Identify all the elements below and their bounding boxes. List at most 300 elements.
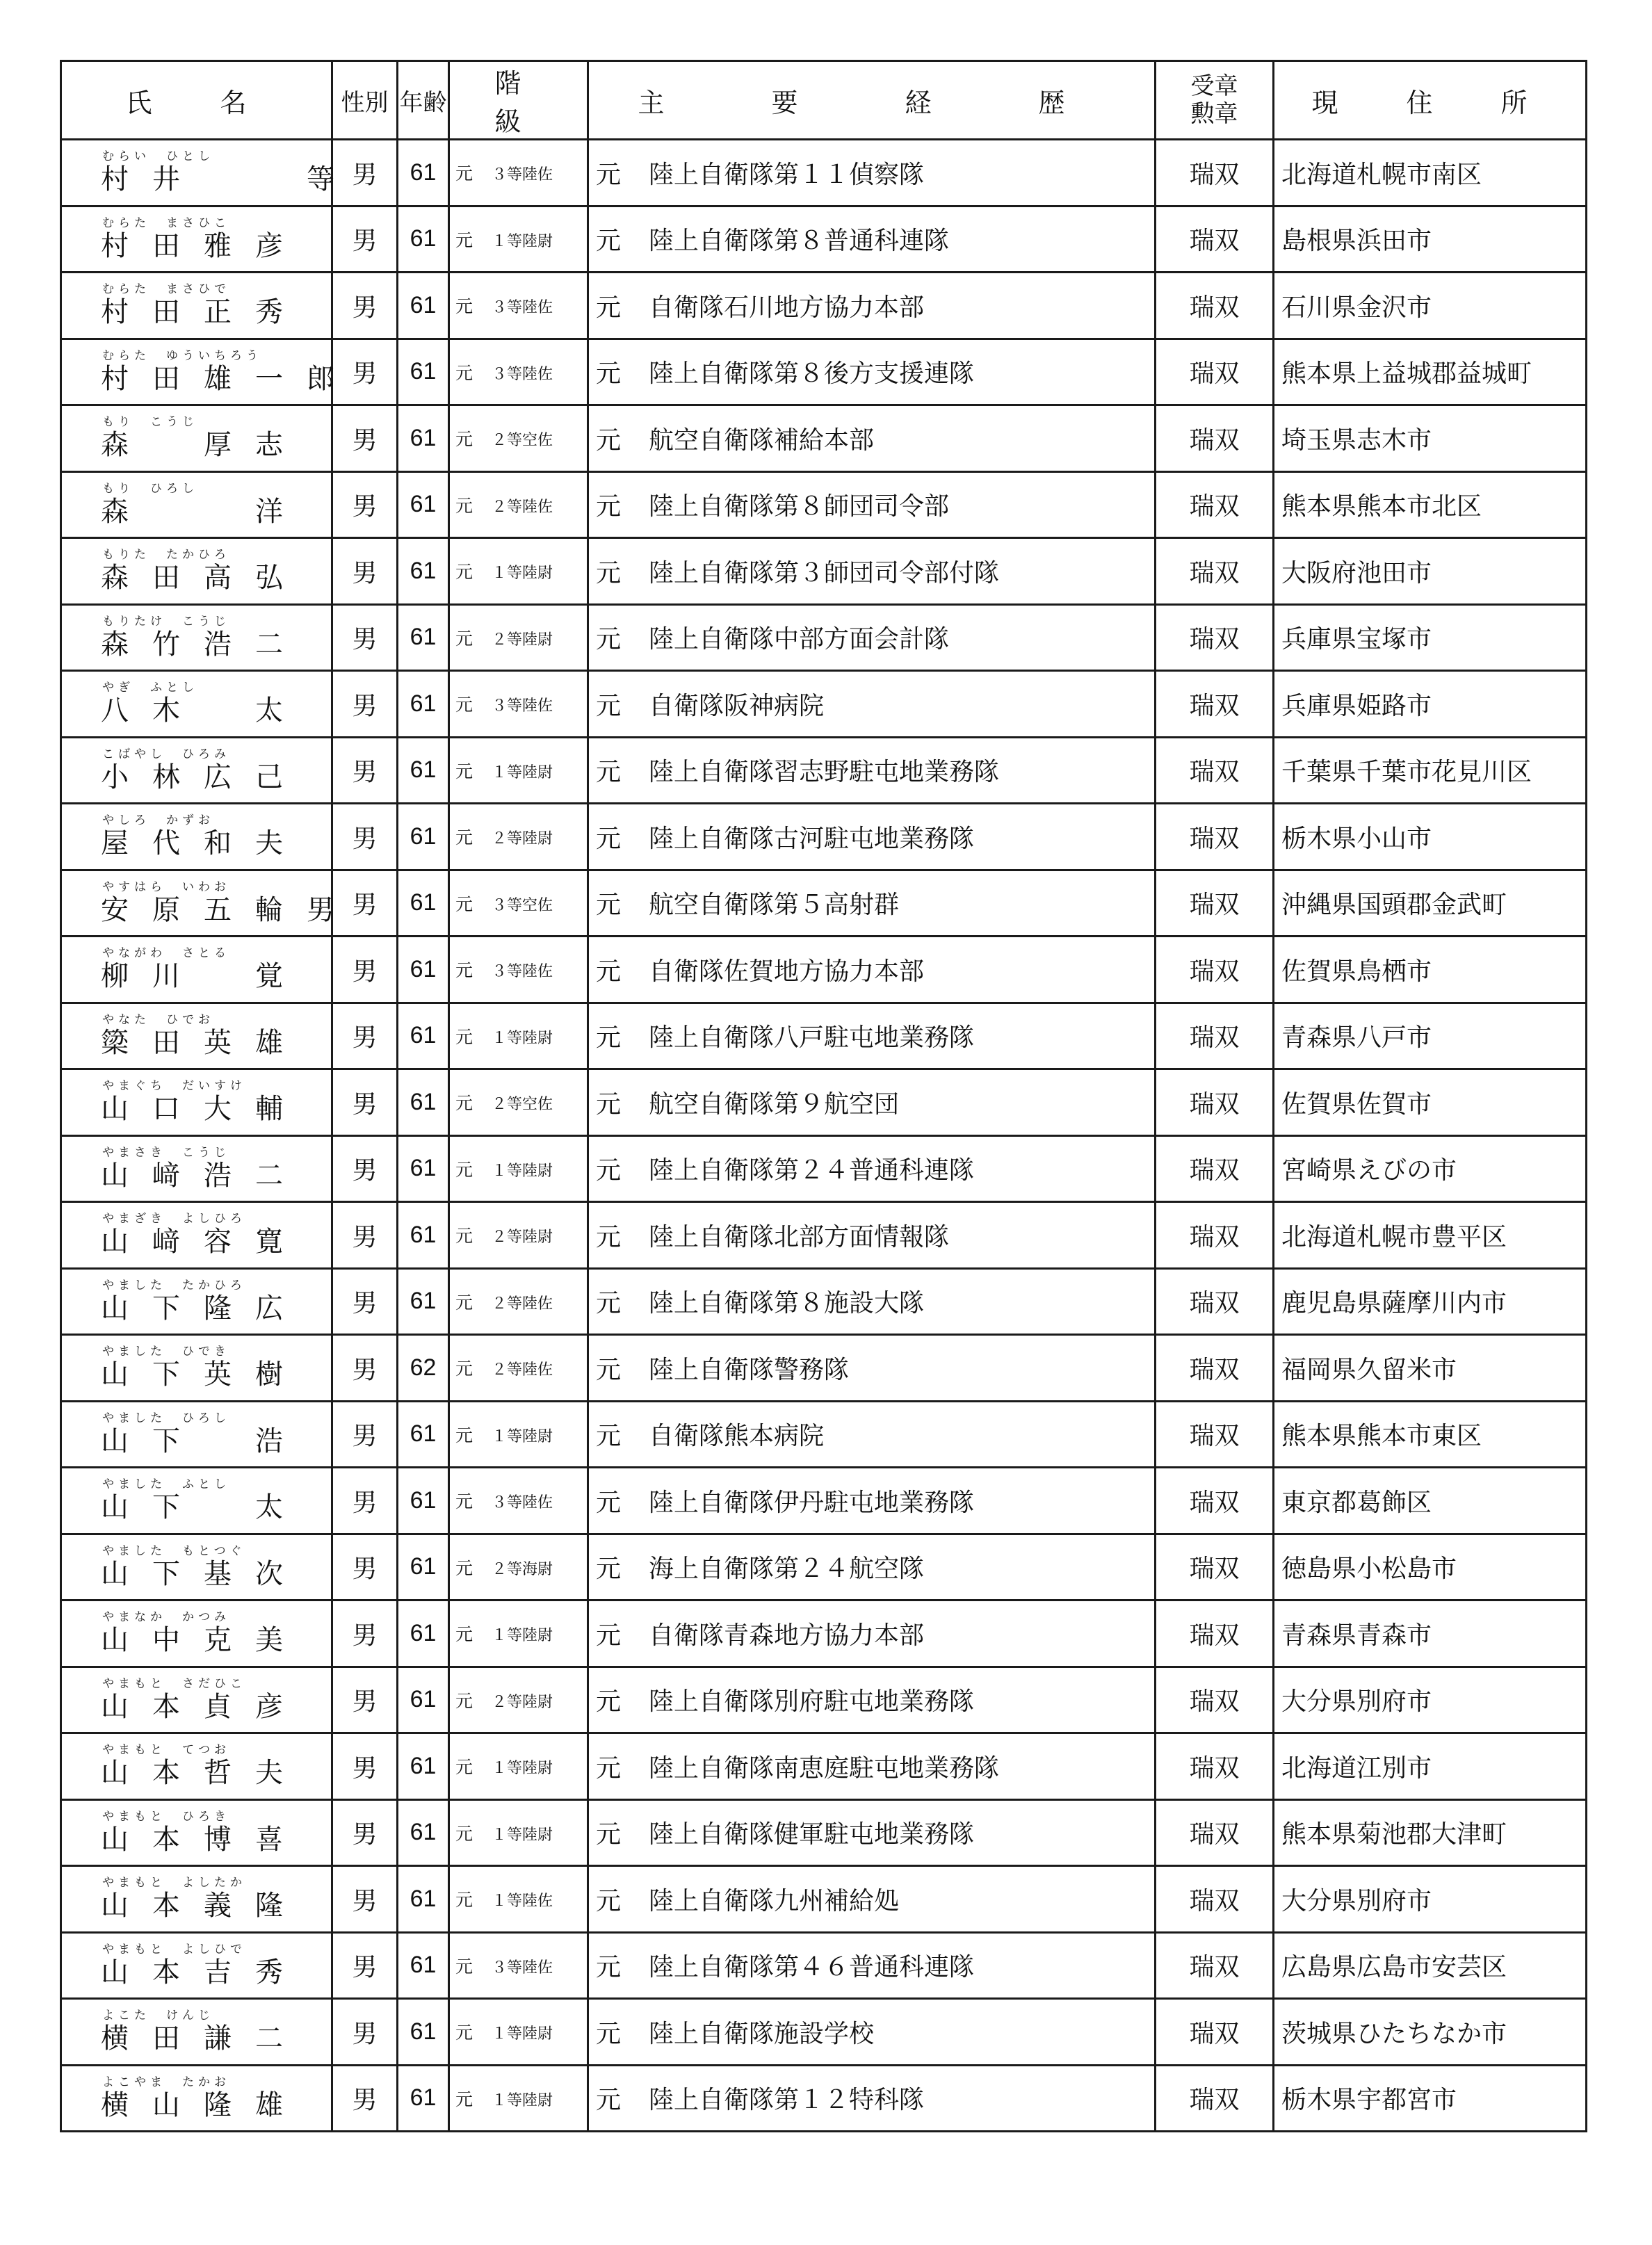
address-cell: 北海道札幌市豊平区 <box>1274 1202 1587 1269</box>
career-prefix: 元 <box>596 625 622 654</box>
rank-prefix: 元 <box>455 695 473 715</box>
header-career: 主 要 経 歴 <box>588 61 1156 140</box>
table-row <box>61 1401 1587 1468</box>
table-row <box>61 471 1587 538</box>
award-cell: 瑞双 <box>1156 1069 1274 1136</box>
award-cell: 瑞双 <box>1156 937 1274 1003</box>
award-cell: 瑞双 <box>1156 405 1274 472</box>
name-cell <box>61 1667 332 1733</box>
address-cell: 島根県浜田市 <box>1274 206 1587 273</box>
table-row <box>61 1999 1587 2066</box>
name-kanji: 柳川 覚 <box>101 960 307 993</box>
header-award-line2: 勲章 <box>1190 100 1238 128</box>
name-cell <box>61 273 332 339</box>
rank-value: ３等陸佐 <box>492 365 553 383</box>
address-cell: 茨城県ひたちなか市 <box>1274 1999 1587 2066</box>
address-cell: 佐賀県佐賀市 <box>1274 1069 1587 1136</box>
rank-value: ３等空佐 <box>492 896 553 914</box>
rank-prefix: 元 <box>455 827 473 848</box>
rank-value: ２等陸尉 <box>492 631 553 649</box>
name-kanji: 横山隆雄 <box>101 2089 307 2121</box>
sex-cell: 男 <box>332 1999 398 2066</box>
rank-prefix: 元 <box>455 1159 473 1180</box>
name-furigana: やました ひろし <box>102 1411 230 1425</box>
award-cell: 瑞双 <box>1156 1600 1274 1667</box>
rank-prefix: 元 <box>455 1292 473 1313</box>
rank-prefix: 元 <box>455 562 473 583</box>
rank-prefix: 元 <box>455 1757 473 1778</box>
sex-cell: 男 <box>332 1667 398 1733</box>
career-value: 海上自衛隊第２４航空隊 <box>649 1555 925 1584</box>
age-cell: 61 <box>398 1202 449 1269</box>
award-cell: 瑞双 <box>1156 804 1274 870</box>
table-row <box>61 2065 1587 2132</box>
career-cell <box>588 1866 1156 1933</box>
sex-cell: 男 <box>332 339 398 405</box>
career-value: 陸上自衛隊第４６普通科連隊 <box>649 1953 975 1982</box>
award-cell: 瑞双 <box>1156 2065 1274 2132</box>
header-address: 現 住 所 <box>1274 61 1587 140</box>
name-cell <box>61 1932 332 1999</box>
name-furigana: やました もとつぐ <box>102 1543 246 1558</box>
sex-cell: 男 <box>332 870 398 937</box>
awardee-table <box>60 60 1587 2132</box>
name-kanji: 屋代和夫 <box>101 827 307 860</box>
sex-cell: 男 <box>332 737 398 804</box>
award-cell: 瑞双 <box>1156 1401 1274 1468</box>
table-row <box>61 1003 1587 1069</box>
table-row <box>61 339 1587 405</box>
name-furigana: やました ひでき <box>102 1345 230 1359</box>
rank-prefix: 元 <box>455 2023 473 2043</box>
age-cell: 61 <box>398 471 449 538</box>
age-cell: 61 <box>398 1534 449 1600</box>
career-value: 自衛隊石川地方協力本部 <box>649 293 925 322</box>
name-furigana: やました たかひろ <box>102 1278 246 1292</box>
sex-cell: 男 <box>332 1135 398 1202</box>
rank-cell <box>449 804 588 870</box>
career-cell <box>588 206 1156 273</box>
name-furigana: やながわ さとる <box>102 946 230 961</box>
name-furigana: むらた まさひで <box>102 282 230 297</box>
rank-prefix: 元 <box>455 1093 473 1114</box>
name-kanji: 森 厚志 <box>101 429 307 462</box>
rank-cell <box>449 538 588 605</box>
rank-cell <box>449 2065 588 2132</box>
age-cell: 61 <box>398 870 449 937</box>
career-value: 陸上自衛隊北部方面情報隊 <box>649 1222 950 1251</box>
rank-value: ３等陸佐 <box>492 299 553 317</box>
name-furigana: やまざき よしひろ <box>102 1212 246 1226</box>
name-furigana: むらた まさひこ <box>102 216 230 230</box>
sex-cell: 男 <box>332 1003 398 1069</box>
rank-cell <box>449 206 588 273</box>
name-cell <box>61 538 332 605</box>
name-kanji: 山本博喜 <box>101 1823 307 1856</box>
sex-cell: 男 <box>332 1534 398 1600</box>
name-furigana: やまもと よしひで <box>102 1942 246 1956</box>
table-row <box>61 1667 1587 1733</box>
career-value: 陸上自衛隊第１１偵察隊 <box>649 160 925 189</box>
career-prefix: 元 <box>596 1953 622 1982</box>
rank-cell <box>449 1268 588 1335</box>
rank-value: １等陸尉 <box>492 2091 553 2109</box>
rank-prefix: 元 <box>455 163 473 184</box>
sex-cell: 男 <box>332 1866 398 1933</box>
rank-prefix: 元 <box>455 1823 473 1844</box>
rank-cell <box>449 273 588 339</box>
address-cell: 徳島県小松島市 <box>1274 1534 1587 1600</box>
sex-cell: 男 <box>332 671 398 738</box>
name-kanji: 森田高弘 <box>101 562 307 594</box>
award-cell: 瑞双 <box>1156 1866 1274 1933</box>
career-value: 陸上自衛隊健軍駐屯地業務隊 <box>649 1820 975 1849</box>
age-cell: 61 <box>398 405 449 472</box>
address-cell: 栃木県小山市 <box>1274 804 1587 870</box>
sex-cell: 男 <box>332 538 398 605</box>
name-kanji: 山下 太 <box>101 1491 307 1524</box>
rank-cell <box>449 339 588 405</box>
sex-cell: 男 <box>332 937 398 1003</box>
rank-value: ２等陸尉 <box>492 1693 553 1711</box>
award-cell: 瑞双 <box>1156 604 1274 671</box>
career-cell <box>588 870 1156 937</box>
rank-value: １等陸尉 <box>492 1029 553 1047</box>
address-cell: 北海道江別市 <box>1274 1733 1587 1800</box>
name-furigana: よこやま たかお <box>102 2075 230 2089</box>
name-furigana: やまもと てつお <box>102 1743 230 1758</box>
name-kanji: 山本吉秀 <box>101 1956 307 1988</box>
age-cell: 61 <box>398 140 449 206</box>
address-cell: 千葉県千葉市花見川区 <box>1274 737 1587 804</box>
address-cell: 栃木県宇都宮市 <box>1274 2065 1587 2132</box>
table-row <box>61 1268 1587 1335</box>
career-prefix: 元 <box>596 160 622 189</box>
age-cell: 61 <box>398 1799 449 1866</box>
table-row <box>61 405 1587 472</box>
name-furigana: やまもと よしたか <box>102 1876 246 1890</box>
career-prefix: 元 <box>596 293 622 322</box>
address-cell: 佐賀県鳥栖市 <box>1274 937 1587 1003</box>
age-cell: 61 <box>398 604 449 671</box>
table-row <box>61 1335 1587 1402</box>
age-cell: 61 <box>398 1268 449 1335</box>
age-cell: 61 <box>398 1866 449 1933</box>
award-cell: 瑞双 <box>1156 1667 1274 1733</box>
name-kanji: 山下基次 <box>101 1557 307 1590</box>
sex-cell: 男 <box>332 471 398 538</box>
rank-prefix: 元 <box>455 296 473 317</box>
career-value: 陸上自衛隊古河駐屯地業務隊 <box>649 824 975 853</box>
table-row <box>61 804 1587 870</box>
rank-prefix: 元 <box>455 1956 473 1977</box>
name-kanji: 村田正秀 <box>101 296 307 329</box>
age-cell: 61 <box>398 737 449 804</box>
career-prefix: 元 <box>596 891 622 920</box>
award-cell: 瑞双 <box>1156 1799 1274 1866</box>
rank-cell <box>449 937 588 1003</box>
name-kanji: 村田雄一郎 <box>101 362 358 395</box>
career-value: 自衛隊熊本病院 <box>649 1422 825 1451</box>
name-cell <box>61 140 358 206</box>
age-cell: 61 <box>398 804 449 870</box>
career-cell <box>588 140 1156 206</box>
career-cell <box>588 2065 1156 2132</box>
name-kanji: 山下英樹 <box>101 1359 307 1391</box>
name-cell <box>61 339 358 405</box>
name-kanji: 森 洋 <box>101 495 307 528</box>
rank-prefix: 元 <box>455 1425 473 1445</box>
career-prefix: 元 <box>596 691 622 720</box>
career-cell <box>588 1268 1156 1335</box>
rank-cell <box>449 1335 588 1402</box>
name-furigana: やしろ かずお <box>102 813 214 828</box>
header-award <box>1156 61 1274 140</box>
name-furigana: もりたけ こうじ <box>102 614 230 629</box>
career-value: 陸上自衛隊南恵庭駐屯地業務隊 <box>649 1753 1000 1783</box>
name-cell <box>61 1401 332 1468</box>
rank-value: １等陸佐 <box>492 1893 553 1911</box>
rank-value: １等陸尉 <box>492 565 553 583</box>
sex-cell: 男 <box>332 1401 398 1468</box>
address-cell: 大分県別府市 <box>1274 1667 1587 1733</box>
rank-value: １等陸尉 <box>492 1427 553 1445</box>
rank-value: ３等陸佐 <box>492 697 553 715</box>
rank-value: ３等陸佐 <box>492 963 553 981</box>
career-value: 陸上自衛隊別府駐屯地業務隊 <box>649 1687 975 1717</box>
address-cell: 沖縄県国頭郡金武町 <box>1274 870 1587 937</box>
name-kanji: 村井 等 <box>101 163 358 196</box>
name-furigana: やまさき こうじ <box>102 1145 230 1160</box>
career-cell <box>588 1135 1156 1202</box>
table-row <box>61 737 1587 804</box>
career-cell <box>588 1534 1156 1600</box>
name-furigana: やぎ ふとし <box>102 681 198 695</box>
rank-prefix: 元 <box>455 1491 473 1512</box>
career-prefix: 元 <box>596 2086 622 2115</box>
rank-prefix: 元 <box>455 960 473 981</box>
rank-prefix: 元 <box>455 229 473 250</box>
table-row <box>61 538 1587 605</box>
rank-prefix: 元 <box>455 1624 473 1645</box>
sex-cell: 男 <box>332 604 398 671</box>
name-furigana: むらた ゆういちろう <box>102 348 262 363</box>
table-header <box>61 61 1587 140</box>
award-cell: 瑞双 <box>1156 1202 1274 1269</box>
age-cell: 61 <box>398 1667 449 1733</box>
sex-cell: 男 <box>332 140 398 206</box>
sex-cell: 男 <box>332 273 398 339</box>
rank-value: １等陸尉 <box>492 1760 553 1778</box>
age-cell: 61 <box>398 273 449 339</box>
address-cell: 兵庫県宝塚市 <box>1274 604 1587 671</box>
career-prefix: 元 <box>596 426 622 455</box>
rank-value: １等陸尉 <box>492 2025 553 2043</box>
sex-cell: 男 <box>332 1335 398 1402</box>
award-cell: 瑞双 <box>1156 1468 1274 1534</box>
career-value: 自衛隊佐賀地方協力本部 <box>649 957 925 986</box>
age-cell: 61 <box>398 1401 449 1468</box>
age-cell: 61 <box>398 1468 449 1534</box>
table-row <box>61 1534 1587 1600</box>
career-cell <box>588 737 1156 804</box>
name-cell <box>61 1069 332 1136</box>
table-row <box>61 1733 1587 1800</box>
name-cell <box>61 604 332 671</box>
name-cell <box>61 405 332 472</box>
name-cell <box>61 1468 332 1534</box>
name-cell <box>61 804 332 870</box>
age-cell: 61 <box>398 1069 449 1136</box>
career-cell <box>588 1069 1156 1136</box>
address-cell: 熊本県熊本市東区 <box>1274 1401 1587 1468</box>
rank-cell <box>449 1534 588 1600</box>
career-value: 陸上自衛隊第１２特科隊 <box>649 2086 925 2115</box>
age-cell: 61 <box>398 671 449 738</box>
table-row <box>61 1069 1587 1136</box>
name-kanji: 山本貞彦 <box>101 1690 307 1723</box>
award-cell: 瑞双 <box>1156 1999 1274 2066</box>
name-cell <box>61 1135 332 1202</box>
career-cell <box>588 1468 1156 1534</box>
career-value: 陸上自衛隊第２４普通科連隊 <box>649 1156 975 1185</box>
rank-cell <box>449 1468 588 1534</box>
rank-value: ２等陸尉 <box>492 1229 553 1247</box>
rank-value: ２等空佐 <box>492 1096 553 1114</box>
header-name: 氏 名 <box>61 61 332 140</box>
address-cell: 青森県八戸市 <box>1274 1003 1587 1069</box>
name-kanji: 森竹浩二 <box>101 628 307 660</box>
name-cell <box>61 1534 332 1600</box>
rank-cell <box>449 140 588 206</box>
rank-value: １等陸尉 <box>492 232 553 250</box>
age-cell: 61 <box>398 1135 449 1202</box>
age-cell: 61 <box>398 937 449 1003</box>
sex-cell: 男 <box>332 1268 398 1335</box>
name-furigana: よこた けんじ <box>102 2009 214 2023</box>
career-cell <box>588 538 1156 605</box>
name-cell <box>61 671 332 738</box>
career-cell <box>588 1401 1156 1468</box>
career-prefix: 元 <box>596 1023 622 1053</box>
age-cell: 61 <box>398 1600 449 1667</box>
address-cell: 北海道札幌市南区 <box>1274 140 1587 206</box>
rank-value: ３等陸佐 <box>492 1959 553 1977</box>
career-prefix: 元 <box>596 1687 622 1717</box>
rank-value: １等陸尉 <box>492 1826 553 1844</box>
career-cell <box>588 405 1156 472</box>
award-cell: 瑞双 <box>1156 1135 1274 1202</box>
name-kanji: 山口大輔 <box>101 1093 307 1126</box>
address-cell: 熊本県菊池郡大津町 <box>1274 1799 1587 1866</box>
address-cell: 福岡県久留米市 <box>1274 1335 1587 1402</box>
career-prefix: 元 <box>596 1422 622 1451</box>
name-kanji: 八木 太 <box>101 695 307 727</box>
career-value: 航空自衛隊第９航空団 <box>649 1089 900 1119</box>
rank-prefix: 元 <box>455 761 473 781</box>
age-cell: 61 <box>398 538 449 605</box>
sex-cell: 男 <box>332 206 398 273</box>
rank-cell <box>449 1866 588 1933</box>
rank-value: ２等陸佐 <box>492 1295 553 1313</box>
career-value: 自衛隊阪神病院 <box>649 691 825 720</box>
career-cell <box>588 1799 1156 1866</box>
table-row <box>61 1600 1587 1667</box>
table-body <box>61 140 1587 2132</box>
career-value: 陸上自衛隊習志野駐屯地業務隊 <box>649 758 1000 787</box>
rank-cell <box>449 1401 588 1468</box>
rank-value: １等陸尉 <box>492 1162 553 1180</box>
career-prefix: 元 <box>596 1886 622 1915</box>
name-kanji: 山﨑浩二 <box>101 1159 307 1192</box>
rank-value: ３等陸佐 <box>492 1494 553 1512</box>
rank-prefix: 元 <box>455 893 473 914</box>
name-cell <box>61 1268 332 1335</box>
address-cell: 宮崎県えびの市 <box>1274 1135 1587 1202</box>
career-value: 陸上自衛隊第８後方支援連隊 <box>649 359 975 389</box>
name-cell <box>61 1733 332 1800</box>
career-prefix: 元 <box>596 1555 622 1584</box>
sex-cell: 男 <box>332 1202 398 1269</box>
sex-cell: 男 <box>332 1069 398 1136</box>
address-cell: 熊本県熊本市北区 <box>1274 471 1587 538</box>
name-cell <box>61 1799 332 1866</box>
award-cell: 瑞双 <box>1156 471 1274 538</box>
name-furigana: やまもと さだひこ <box>102 1676 246 1691</box>
career-value: 陸上自衛隊第８施設大隊 <box>649 1289 925 1318</box>
age-cell: 62 <box>398 1335 449 1402</box>
career-prefix: 元 <box>596 359 622 389</box>
age-cell: 61 <box>398 1003 449 1069</box>
career-prefix: 元 <box>596 558 622 587</box>
rank-cell <box>449 1202 588 1269</box>
name-kanji: 山下 浩 <box>101 1425 307 1457</box>
name-kanji: 山本哲夫 <box>101 1757 307 1790</box>
name-kanji: 山下隆広 <box>101 1292 307 1324</box>
rank-cell <box>449 405 588 472</box>
rank-cell <box>449 1069 588 1136</box>
header-sex: 性別 <box>332 61 398 140</box>
table-row <box>61 1866 1587 1933</box>
table-row <box>61 671 1587 738</box>
career-prefix: 元 <box>596 2019 622 2048</box>
address-cell: 東京都葛飾区 <box>1274 1468 1587 1534</box>
award-cell: 瑞双 <box>1156 737 1274 804</box>
address-cell: 鹿児島県薩摩川内市 <box>1274 1268 1587 1335</box>
career-prefix: 元 <box>596 1222 622 1251</box>
table-row <box>61 870 1587 937</box>
career-cell <box>588 604 1156 671</box>
address-cell: 熊本県上益城郡益城町 <box>1274 339 1587 405</box>
rank-cell <box>449 1003 588 1069</box>
rank-prefix: 元 <box>455 429 473 450</box>
table-row <box>61 1135 1587 1202</box>
sex-cell: 男 <box>332 1468 398 1534</box>
career-cell <box>588 273 1156 339</box>
sex-cell: 男 <box>332 1799 398 1866</box>
award-cell: 瑞双 <box>1156 206 1274 273</box>
name-furigana: こばやし ひろみ <box>102 747 230 761</box>
award-cell: 瑞双 <box>1156 339 1274 405</box>
career-value: 陸上自衛隊警務隊 <box>649 1355 850 1384</box>
sex-cell: 男 <box>332 1733 398 1800</box>
name-kanji: 小林広己 <box>101 761 307 793</box>
rank-cell <box>449 1932 588 1999</box>
age-cell: 61 <box>398 2065 449 2132</box>
rank-prefix: 元 <box>455 1026 473 1047</box>
name-kanji: 横田謙二 <box>101 2023 307 2055</box>
rank-value: ２等陸佐 <box>492 498 553 516</box>
